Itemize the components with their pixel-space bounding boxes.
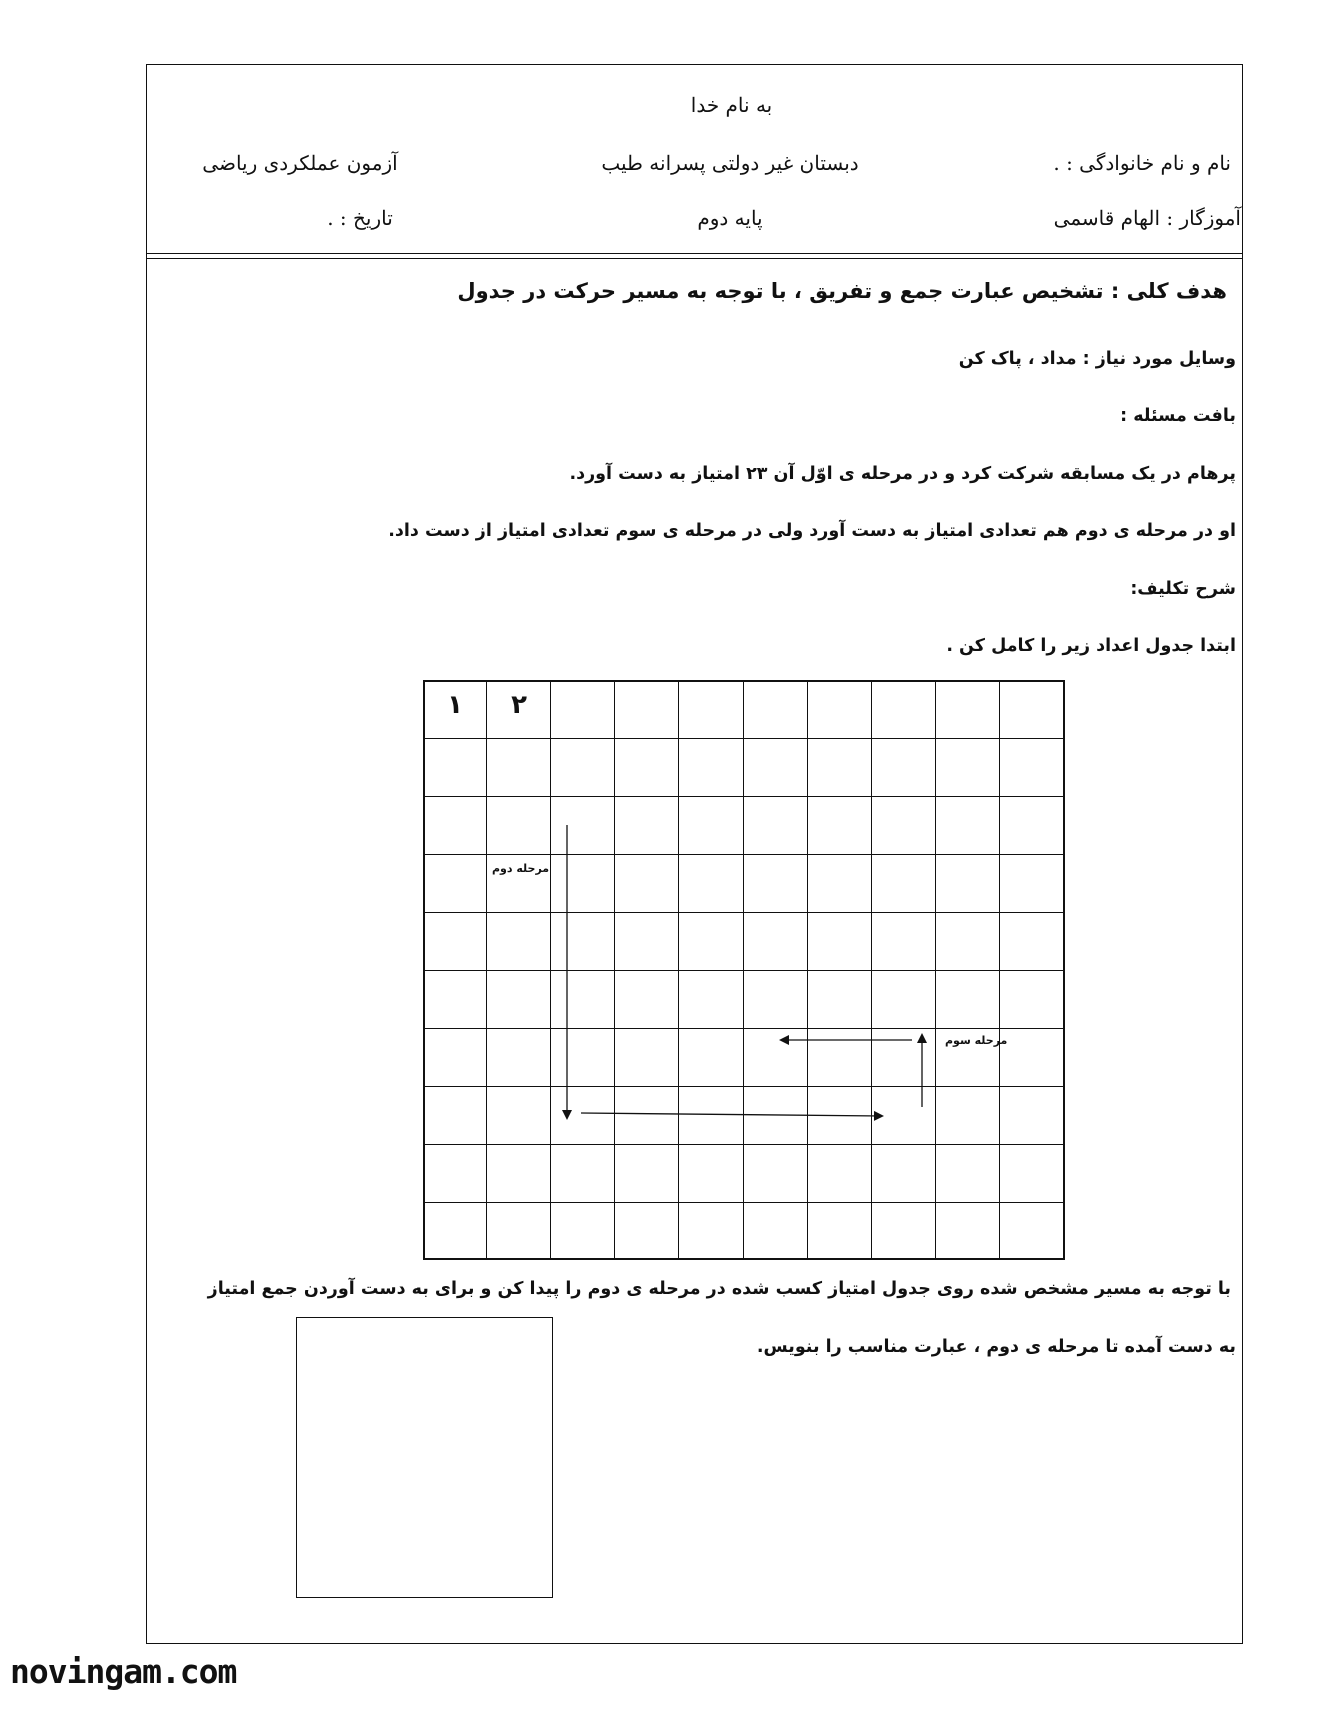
grid-cell-2: ۲ <box>511 690 527 720</box>
goal-heading: هدف کلی : تشخیص عبارت جمع و تفریق ، با توجه به مسیر حرکت در جدول <box>457 279 1227 303</box>
context-label: بافت مسئله : <box>1120 406 1236 426</box>
task-label: شرح تکلیف: <box>1130 579 1236 599</box>
question-line-1: با توجه به مسیر مشخص شده روی جدول امتیاز کسب شده در مرحله ی دوم را پیدا کن و برای به دست آوردن جمع امتیاز <box>207 1279 1231 1299</box>
problem-line-1: پرهام در یک مسابقه شرکت کرد و در مرحله ی اوّل آن ۲۳ امتیاز به دست آورد. <box>569 464 1236 484</box>
teacher-name: آموزگار : الهام قاسمی <box>1053 206 1241 230</box>
instruction-line: ابتدا جدول اعداد زیر را کامل کن . <box>946 636 1236 656</box>
date-label: تاریخ : . <box>327 206 393 230</box>
stage-3-label: مرحله سوم <box>945 1034 1008 1047</box>
tools-line: وسایل مورد نیاز : مداد ، پاک کن <box>958 349 1236 369</box>
bismillah-heading: به نام خدا <box>690 93 773 117</box>
stage-2-label: مرحله دوم <box>492 862 550 875</box>
site-watermark: novingam.com <box>10 1652 237 1691</box>
school-name: دبستان غیر دولتی پسرانه طیب <box>601 151 859 175</box>
test-title: آزمون عملکردی ریاضی <box>202 151 398 175</box>
grade-label: پایه دوم <box>697 206 763 230</box>
answer-box[interactable] <box>296 1317 553 1598</box>
question-line-2: به دست آمده تا مرحله ی دوم ، عبارت مناسب را بنویس. <box>756 1337 1236 1357</box>
student-name-label: نام و نام خانوادگی : . <box>1053 151 1231 175</box>
arrow-right <box>581 1113 882 1116</box>
problem-line-2: او در مرحله ی دوم هم تعدادی امتیاز به دست آورد ولی در مرحله ی سوم تعدادی امتیاز از دست داد. <box>388 521 1236 541</box>
grid-cell-1: ۱ <box>447 690 463 720</box>
